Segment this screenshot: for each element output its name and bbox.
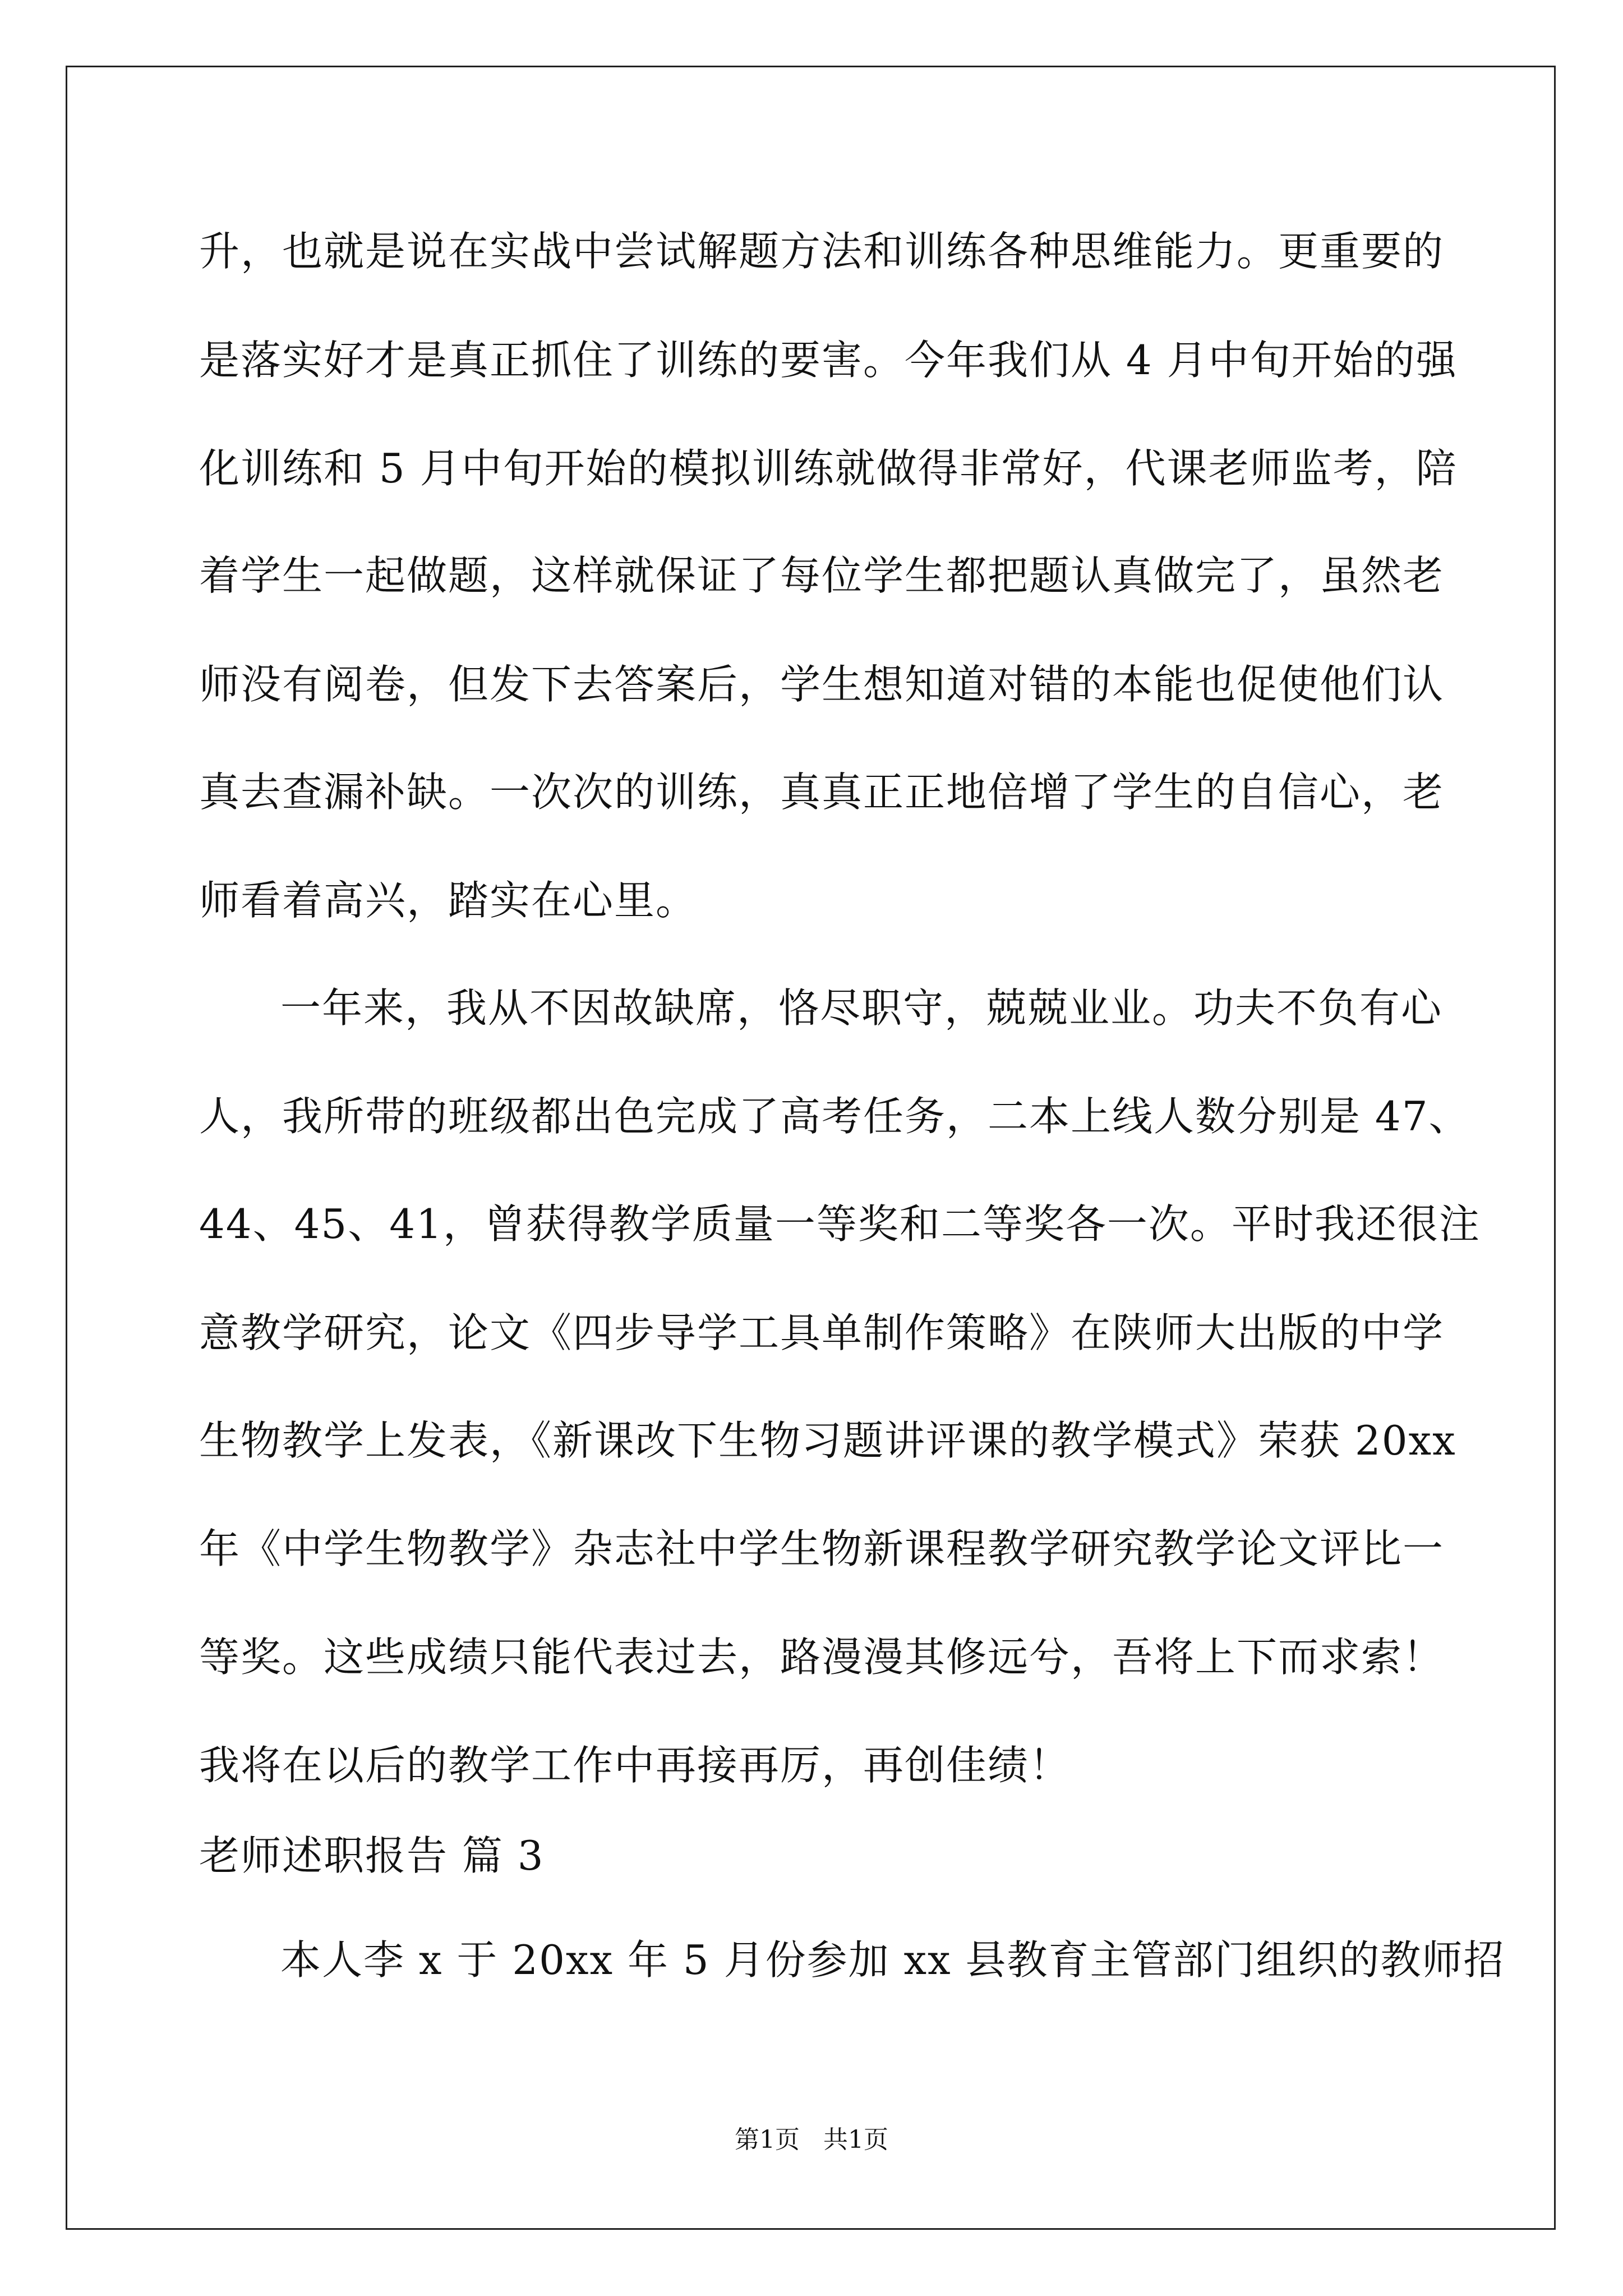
paragraph-line: 真去查漏补缺。一次次的训练，真真正正地倍增了学生的自信心，老 [199,769,1445,816]
section-heading: 老师述职报告 篇 3 [199,1832,545,1879]
paragraph-line: 着学生一起做题，这样就保证了每位学生都把题认真做完了，虽然老 [199,552,1445,599]
paragraph-line: 一年来，我从不因故缺席，恪尽职守，兢兢业业。功夫不负有心 [280,984,1443,1032]
paragraph-line: 本人李 x 于 20xx 年 5 月份参加 xx 县教育主管部门组织的教师招 [280,1936,1505,1984]
paragraph-line: 是落实好才是真正抓住了训练的要害。今年我们从 4 月中旬开始的强 [199,337,1458,384]
paragraph-line: 等奖。这些成绩只能代表过去，路漫漫其修远兮，吾将上下而求索！ [199,1634,1445,1681]
paragraph-line: 升，也就是说在实战中尝试解题方法和训练各种思维能力。更重要的 [199,228,1445,275]
page-border [66,66,1556,2230]
paragraph-line: 人，我所带的班级都出色完成了高考任务，二本上线人数分别是 47、 [199,1093,1470,1140]
paragraph-line: 我将在以后的教学工作中再接再厉，再创佳绩！ [199,1742,1071,1789]
paragraph-line: 44、45、41，曾获得教学质量一等奖和二等奖各一次。平时我还很注 [199,1200,1481,1248]
paragraph-line: 师看着高兴，踏实在心里。 [199,877,698,924]
paragraph-line: 化训练和 5 月中旬开始的模拟训练就做得非常好，代课老师监考，陪 [199,445,1458,492]
page-number-footer: 第1页 共1页 [735,2125,888,2154]
paragraph-line: 意教学研究，论文《四步导学工具单制作策略》在陕师大出版的中学 [199,1309,1445,1356]
paragraph-line: 生物教学上发表，《新课改下生物习题讲评课的教学模式》荣获 20xx [199,1417,1456,1464]
paragraph-line: 年《中学生物教学》杂志社中学生物新课程教学研究教学论文评比一 [199,1525,1445,1572]
paragraph-line: 师没有阅卷，但发下去答案后，学生想知道对错的本能也促使他们认 [199,661,1445,708]
